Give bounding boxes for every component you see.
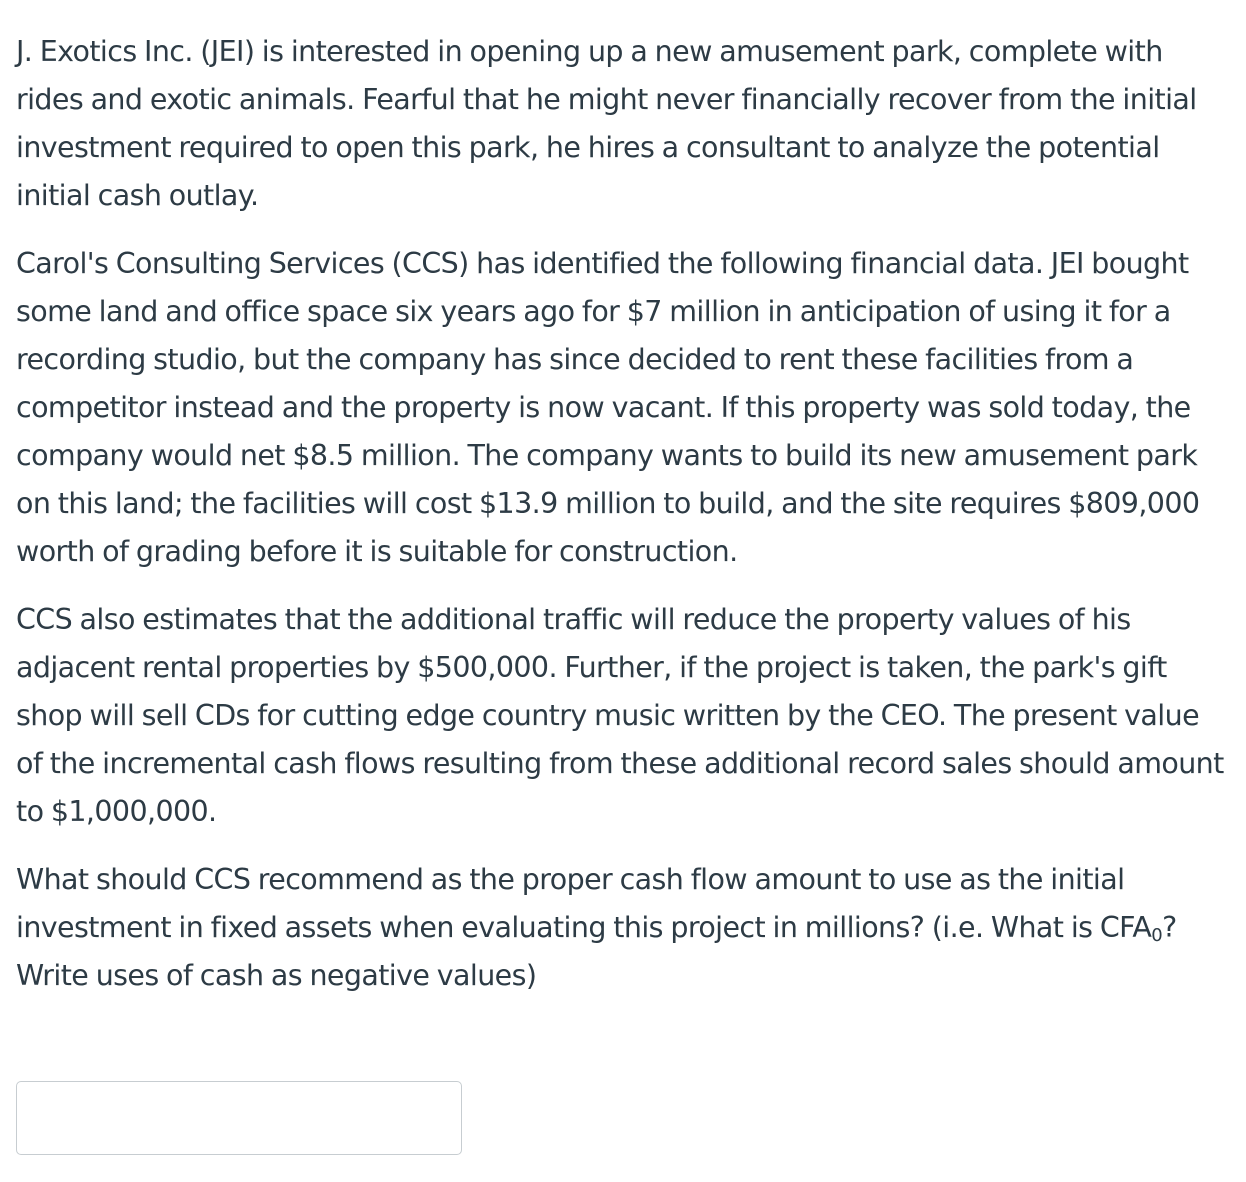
subscript-zero: 0	[1151, 925, 1163, 946]
question-paragraph-4	[16, 856, 1232, 1000]
question-paragraph-3: CCS also estimates that the additional traffic will reduce the property values of his adjacent rental properties by $500,000. Further, if the project is taken, the park's gift shop will sell CDs for cutting edge country music written by the CEO. The present value of the incremental cash flows resulting from these additional record sales should amount to $1,000,000.	[16, 603, 1224, 828]
question-prompt-text-end: ? Write uses of cash as negative values)	[16, 911, 1177, 992]
question-prompt-text: What should CCS recommend as the proper cash flow amount to use as the initial investment in fixed assets when evaluating this project in millions? (i.e. What is CFA	[16, 863, 1152, 944]
question-paragraph-2: Carol's Consulting Services (CCS) has identified the following financial data. JEI bought some land and office space six years ago for $7 million in anticipation of using it for a recording studio, but the company has since decided to rent these facilities from a competitor instead and the property is now vacant. If this property was sold today, the company would net $8.5 million. The company wants to build its new amusement park on this land; the facilities will cost $13.9 million to build, and the site requires $809,000 worth of grading before it is suitable for construction.	[16, 247, 1200, 568]
question-paragraph-1: J. Exotics Inc. (JEI) is interested in opening up a new amusement park, complete with rides and exotic animals. Fearful that he might never financially recover from the initial investment required to open this park, he hires a consultant to analyze the potential initial cash outlay.	[16, 35, 1197, 212]
answer-input[interactable]	[16, 1081, 462, 1155]
